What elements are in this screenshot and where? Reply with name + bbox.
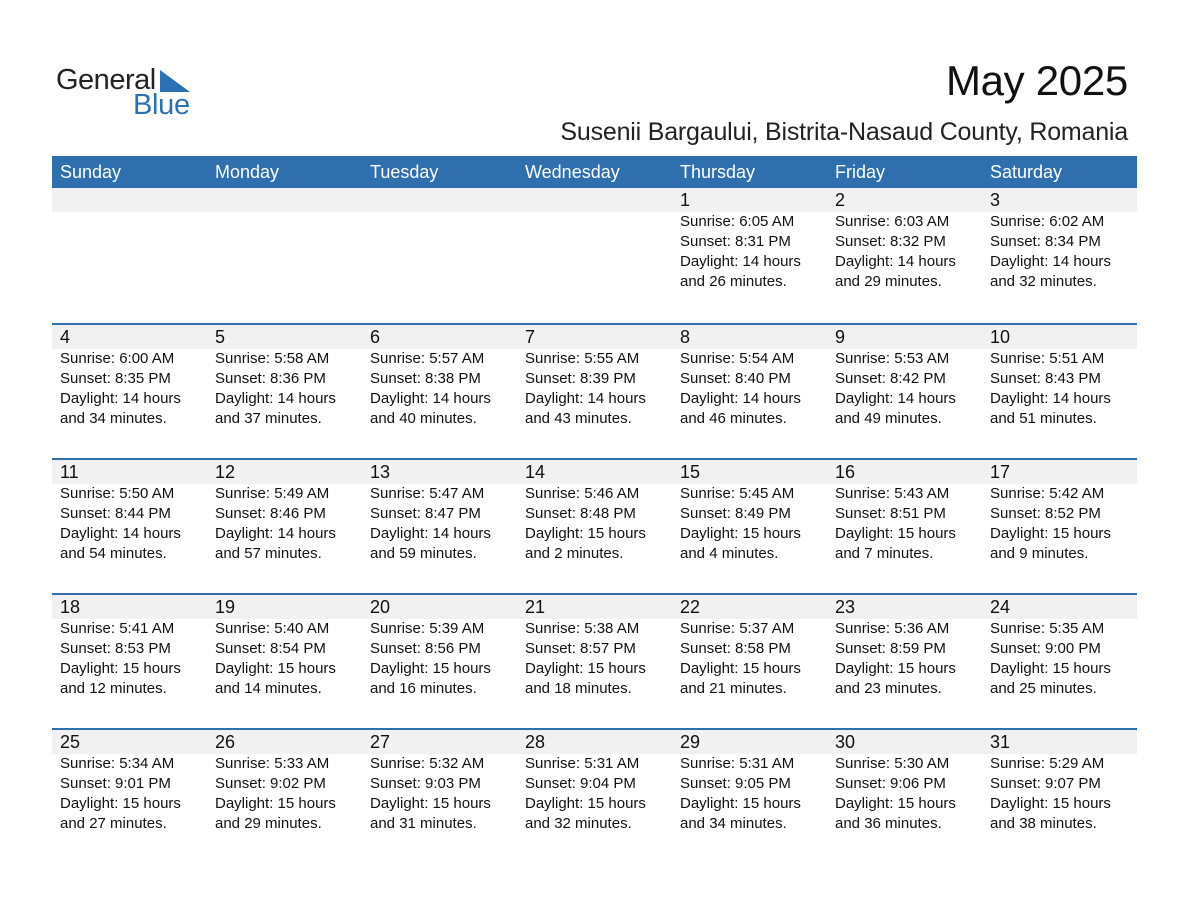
sunset-time: Sunset: 8:51 PM bbox=[835, 505, 946, 522]
daylight-hours: Daylight: 14 hours bbox=[525, 390, 646, 407]
sunrise-time: Sunrise: 5:57 AM bbox=[370, 350, 485, 367]
sunset-time: Sunset: 8:52 PM bbox=[990, 505, 1101, 522]
day-number: 26 bbox=[215, 732, 236, 752]
sunrise-time: Sunrise: 5:42 AM bbox=[990, 485, 1105, 502]
day-number: 29 bbox=[680, 732, 701, 752]
daylight-hours: Daylight: 14 hours bbox=[370, 525, 491, 542]
sunrise-time: Sunrise: 6:05 AM bbox=[680, 213, 795, 230]
day-cell bbox=[672, 188, 827, 323]
daylight-minutes: and 29 minutes. bbox=[215, 815, 322, 832]
day-cell bbox=[827, 325, 982, 458]
calendar-week bbox=[52, 458, 1137, 593]
day-number: 24 bbox=[990, 597, 1011, 617]
weekday-wednesday: Wednesday bbox=[525, 162, 620, 182]
daylight-hours: Daylight: 15 hours bbox=[215, 795, 336, 812]
sunset-time: Sunset: 8:42 PM bbox=[835, 370, 946, 387]
day-sun-info bbox=[60, 754, 207, 834]
day-cell bbox=[517, 460, 672, 593]
day-number: 21 bbox=[525, 597, 546, 617]
daylight-hours: Daylight: 15 hours bbox=[990, 525, 1111, 542]
daylight-hours: Daylight: 15 hours bbox=[680, 525, 801, 542]
day-number: 16 bbox=[835, 462, 856, 482]
sunset-time: Sunset: 9:03 PM bbox=[370, 775, 481, 792]
day-sun-info bbox=[370, 349, 517, 429]
sunrise-time: Sunrise: 5:32 AM bbox=[370, 755, 485, 772]
weekday-friday: Friday bbox=[835, 162, 886, 182]
daylight-minutes: and 21 minutes. bbox=[680, 680, 787, 697]
sunset-time: Sunset: 8:36 PM bbox=[215, 370, 326, 387]
empty-day-cell bbox=[362, 188, 517, 323]
day-sun-info bbox=[525, 484, 672, 564]
daylight-hours: Daylight: 15 hours bbox=[370, 795, 491, 812]
sunset-time: Sunset: 8:46 PM bbox=[215, 505, 326, 522]
sunset-time: Sunset: 8:43 PM bbox=[990, 370, 1101, 387]
page-title: May 2025 bbox=[945, 57, 1128, 104]
day-cell bbox=[52, 325, 207, 458]
sunrise-time: Sunrise: 5:46 AM bbox=[525, 485, 640, 502]
sunset-time: Sunset: 9:00 PM bbox=[990, 640, 1101, 657]
daylight-minutes: and 27 minutes. bbox=[60, 815, 167, 832]
daylight-minutes: and 23 minutes. bbox=[835, 680, 942, 697]
day-number: 2 bbox=[835, 190, 846, 210]
calendar-week bbox=[52, 593, 1137, 728]
day-sun-info bbox=[990, 212, 1137, 292]
daylight-hours: Daylight: 14 hours bbox=[990, 390, 1111, 407]
daylight-hours: Daylight: 14 hours bbox=[215, 525, 336, 542]
weekday-monday: Monday bbox=[215, 162, 280, 182]
sunrise-time: Sunrise: 5:36 AM bbox=[835, 620, 950, 637]
daylight-hours: Daylight: 14 hours bbox=[835, 253, 956, 270]
daylight-minutes: and 14 minutes. bbox=[215, 680, 322, 697]
day-cell bbox=[827, 730, 982, 863]
day-cell bbox=[982, 460, 1137, 593]
sunset-time: Sunset: 8:40 PM bbox=[680, 370, 791, 387]
day-sun-info bbox=[525, 349, 672, 429]
day-number: 6 bbox=[370, 327, 381, 347]
weekday-sunday: Sunday bbox=[60, 162, 122, 182]
day-sun-info bbox=[680, 212, 827, 292]
day-sun-info bbox=[370, 754, 517, 834]
sunrise-time: Sunrise: 5:47 AM bbox=[370, 485, 485, 502]
empty-day-cell bbox=[207, 188, 362, 323]
day-cell bbox=[517, 595, 672, 728]
daylight-minutes: and 59 minutes. bbox=[370, 545, 477, 562]
sunset-time: Sunset: 8:47 PM bbox=[370, 505, 481, 522]
location-subtitle: Susenii Bargaului, Bistrita-Nasaud County, Romania bbox=[560, 118, 1128, 146]
daylight-minutes: and 34 minutes. bbox=[60, 410, 167, 427]
logo-text-blue: Blue bbox=[133, 89, 190, 121]
calendar-week bbox=[52, 323, 1137, 458]
day-number: 31 bbox=[990, 732, 1011, 752]
sunset-time: Sunset: 9:05 PM bbox=[680, 775, 791, 792]
day-cell bbox=[362, 730, 517, 863]
day-sun-info bbox=[370, 484, 517, 564]
day-number: 8 bbox=[680, 327, 691, 347]
day-cell bbox=[672, 595, 827, 728]
day-sun-info bbox=[990, 484, 1137, 564]
day-number: 30 bbox=[835, 732, 856, 752]
day-sun-info bbox=[215, 349, 362, 429]
daylight-minutes: and 43 minutes. bbox=[525, 410, 632, 427]
daylight-hours: Daylight: 14 hours bbox=[680, 253, 801, 270]
day-number: 13 bbox=[370, 462, 391, 482]
day-cell bbox=[52, 460, 207, 593]
weekday-thursday: Thursday bbox=[680, 162, 756, 182]
daylight-hours: Daylight: 14 hours bbox=[370, 390, 491, 407]
day-number: 15 bbox=[680, 462, 701, 482]
day-cell bbox=[827, 188, 982, 323]
sunrise-time: Sunrise: 6:00 AM bbox=[60, 350, 175, 367]
daylight-minutes: and 49 minutes. bbox=[835, 410, 942, 427]
day-cell bbox=[52, 595, 207, 728]
sunrise-time: Sunrise: 5:49 AM bbox=[215, 485, 330, 502]
sunset-time: Sunset: 8:39 PM bbox=[525, 370, 636, 387]
day-cell bbox=[207, 325, 362, 458]
day-cell bbox=[982, 730, 1137, 863]
day-number: 10 bbox=[990, 327, 1011, 347]
daylight-hours: Daylight: 15 hours bbox=[60, 660, 181, 677]
daylight-hours: Daylight: 15 hours bbox=[990, 660, 1111, 677]
sunset-time: Sunset: 8:57 PM bbox=[525, 640, 636, 657]
day-cell bbox=[207, 595, 362, 728]
sunset-time: Sunset: 8:58 PM bbox=[680, 640, 791, 657]
sunrise-time: Sunrise: 5:54 AM bbox=[680, 350, 795, 367]
daylight-minutes: and 26 minutes. bbox=[680, 273, 787, 290]
day-number: 28 bbox=[525, 732, 546, 752]
day-number: 25 bbox=[60, 732, 81, 752]
day-sun-info bbox=[215, 754, 362, 834]
day-sun-info bbox=[215, 484, 362, 564]
sunrise-time: Sunrise: 5:30 AM bbox=[835, 755, 950, 772]
day-number: 22 bbox=[680, 597, 701, 617]
day-number: 11 bbox=[60, 462, 79, 482]
weekday-saturday: Saturday bbox=[990, 162, 1063, 182]
daylight-hours: Daylight: 15 hours bbox=[370, 660, 491, 677]
sunset-time: Sunset: 8:35 PM bbox=[60, 370, 171, 387]
sunset-time: Sunset: 9:02 PM bbox=[215, 775, 326, 792]
daylight-minutes: and 51 minutes. bbox=[990, 410, 1097, 427]
day-cell bbox=[827, 595, 982, 728]
daylight-minutes: and 31 minutes. bbox=[370, 815, 477, 832]
calendar-week bbox=[52, 728, 1137, 863]
day-cell bbox=[672, 460, 827, 593]
sunset-time: Sunset: 8:32 PM bbox=[835, 233, 946, 250]
sunrise-time: Sunrise: 5:43 AM bbox=[835, 485, 950, 502]
sunset-time: Sunset: 8:44 PM bbox=[60, 505, 171, 522]
daylight-hours: Daylight: 14 hours bbox=[835, 390, 956, 407]
sunrise-time: Sunrise: 5:31 AM bbox=[680, 755, 795, 772]
day-sun-info bbox=[525, 754, 672, 834]
daylight-hours: Daylight: 14 hours bbox=[680, 390, 801, 407]
day-number: 23 bbox=[835, 597, 856, 617]
daylight-hours: Daylight: 14 hours bbox=[60, 525, 181, 542]
daylight-minutes: and 32 minutes. bbox=[990, 273, 1097, 290]
weekday-header bbox=[52, 156, 1137, 188]
day-cell bbox=[672, 325, 827, 458]
day-sun-info bbox=[680, 619, 827, 699]
sunrise-time: Sunrise: 5:33 AM bbox=[215, 755, 330, 772]
day-number: 18 bbox=[60, 597, 81, 617]
logo bbox=[56, 64, 206, 120]
sunrise-time: Sunrise: 5:34 AM bbox=[60, 755, 175, 772]
day-sun-info bbox=[60, 349, 207, 429]
day-number: 20 bbox=[370, 597, 391, 617]
daylight-minutes: and 37 minutes. bbox=[215, 410, 322, 427]
sunrise-time: Sunrise: 5:29 AM bbox=[990, 755, 1105, 772]
sunset-time: Sunset: 8:48 PM bbox=[525, 505, 636, 522]
sunrise-time: Sunrise: 5:41 AM bbox=[60, 620, 175, 637]
daylight-hours: Daylight: 15 hours bbox=[60, 795, 181, 812]
sunrise-time: Sunrise: 5:38 AM bbox=[525, 620, 640, 637]
day-number: 3 bbox=[990, 190, 1001, 210]
day-cell bbox=[207, 730, 362, 863]
day-number: 27 bbox=[370, 732, 391, 752]
day-number: 19 bbox=[215, 597, 236, 617]
day-cell bbox=[517, 730, 672, 863]
daylight-hours: Daylight: 15 hours bbox=[835, 525, 956, 542]
daylight-minutes: and 38 minutes. bbox=[990, 815, 1097, 832]
sunset-time: Sunset: 9:06 PM bbox=[835, 775, 946, 792]
day-sun-info bbox=[680, 754, 827, 834]
calendar-grid bbox=[52, 156, 1137, 863]
day-sun-info bbox=[835, 349, 982, 429]
day-cell bbox=[982, 595, 1137, 728]
daylight-hours: Daylight: 15 hours bbox=[835, 795, 956, 812]
day-sun-info bbox=[990, 349, 1137, 429]
day-cell bbox=[207, 460, 362, 593]
sunset-time: Sunset: 9:04 PM bbox=[525, 775, 636, 792]
daylight-minutes: and 25 minutes. bbox=[990, 680, 1097, 697]
day-number: 5 bbox=[215, 327, 226, 347]
day-number: 9 bbox=[835, 327, 846, 347]
day-number: 12 bbox=[215, 462, 236, 482]
day-sun-info bbox=[835, 484, 982, 564]
daylight-minutes: and 4 minutes. bbox=[680, 545, 779, 562]
day-cell bbox=[517, 325, 672, 458]
day-cell bbox=[827, 460, 982, 593]
daylight-hours: Daylight: 14 hours bbox=[215, 390, 336, 407]
sunset-time: Sunset: 8:34 PM bbox=[990, 233, 1101, 250]
daylight-minutes: and 9 minutes. bbox=[990, 545, 1089, 562]
day-sun-info bbox=[990, 619, 1137, 699]
day-number: 4 bbox=[60, 327, 71, 347]
daylight-hours: Daylight: 14 hours bbox=[990, 253, 1111, 270]
sunset-time: Sunset: 8:53 PM bbox=[60, 640, 171, 657]
daylight-minutes: and 46 minutes. bbox=[680, 410, 787, 427]
daylight-hours: Daylight: 15 hours bbox=[835, 660, 956, 677]
sunrise-time: Sunrise: 5:40 AM bbox=[215, 620, 330, 637]
day-cell bbox=[52, 730, 207, 863]
daylight-minutes: and 32 minutes. bbox=[525, 815, 632, 832]
day-number: 17 bbox=[990, 462, 1011, 482]
calendar-weeks bbox=[52, 188, 1137, 863]
sunset-time: Sunset: 8:31 PM bbox=[680, 233, 791, 250]
sunset-time: Sunset: 8:56 PM bbox=[370, 640, 481, 657]
daylight-minutes: and 34 minutes. bbox=[680, 815, 787, 832]
sunrise-time: Sunrise: 6:03 AM bbox=[835, 213, 950, 230]
day-cell bbox=[672, 730, 827, 863]
sunset-time: Sunset: 8:38 PM bbox=[370, 370, 481, 387]
daylight-minutes: and 40 minutes. bbox=[370, 410, 477, 427]
day-cell bbox=[362, 460, 517, 593]
day-sun-info bbox=[370, 619, 517, 699]
daylight-minutes: and 57 minutes. bbox=[215, 545, 322, 562]
day-cell bbox=[982, 188, 1137, 323]
sunset-time: Sunset: 9:07 PM bbox=[990, 775, 1101, 792]
sunrise-time: Sunrise: 5:35 AM bbox=[990, 620, 1105, 637]
sunset-time: Sunset: 9:01 PM bbox=[60, 775, 171, 792]
day-sun-info bbox=[835, 619, 982, 699]
daylight-hours: Daylight: 15 hours bbox=[990, 795, 1111, 812]
sunrise-time: Sunrise: 6:02 AM bbox=[990, 213, 1105, 230]
daylight-minutes: and 12 minutes. bbox=[60, 680, 167, 697]
sunrise-time: Sunrise: 5:37 AM bbox=[680, 620, 795, 637]
sunrise-time: Sunrise: 5:51 AM bbox=[990, 350, 1105, 367]
day-cell bbox=[362, 325, 517, 458]
sunrise-time: Sunrise: 5:53 AM bbox=[835, 350, 950, 367]
daylight-hours: Daylight: 15 hours bbox=[525, 795, 646, 812]
calendar-week bbox=[52, 188, 1137, 323]
sunrise-time: Sunrise: 5:45 AM bbox=[680, 485, 795, 502]
daylight-minutes: and 54 minutes. bbox=[60, 545, 167, 562]
empty-day-cell bbox=[517, 188, 672, 323]
day-number: 7 bbox=[525, 327, 536, 347]
day-sun-info bbox=[990, 754, 1137, 834]
day-number: 14 bbox=[525, 462, 546, 482]
day-sun-info bbox=[835, 212, 982, 292]
day-sun-info bbox=[215, 619, 362, 699]
sunrise-time: Sunrise: 5:55 AM bbox=[525, 350, 640, 367]
daylight-hours: Daylight: 15 hours bbox=[525, 525, 646, 542]
daylight-minutes: and 7 minutes. bbox=[835, 545, 934, 562]
daylight-minutes: and 29 minutes. bbox=[835, 273, 942, 290]
daylight-minutes: and 16 minutes. bbox=[370, 680, 477, 697]
day-sun-info bbox=[60, 619, 207, 699]
sunrise-time: Sunrise: 5:58 AM bbox=[215, 350, 330, 367]
day-number: 1 bbox=[680, 190, 691, 210]
day-cell bbox=[362, 595, 517, 728]
sunset-time: Sunset: 8:54 PM bbox=[215, 640, 326, 657]
empty-day-cell bbox=[52, 188, 207, 323]
daylight-hours: Daylight: 14 hours bbox=[60, 390, 181, 407]
sunset-time: Sunset: 8:59 PM bbox=[835, 640, 946, 657]
daylight-hours: Daylight: 15 hours bbox=[680, 660, 801, 677]
day-sun-info bbox=[525, 619, 672, 699]
daylight-minutes: and 18 minutes. bbox=[525, 680, 632, 697]
day-cell bbox=[982, 325, 1137, 458]
weekday-tuesday: Tuesday bbox=[370, 162, 439, 182]
logo-text-general: General bbox=[56, 64, 156, 96]
day-sun-info bbox=[60, 484, 207, 564]
sunrise-time: Sunrise: 5:39 AM bbox=[370, 620, 485, 637]
sunset-time: Sunset: 8:49 PM bbox=[680, 505, 791, 522]
daylight-hours: Daylight: 15 hours bbox=[525, 660, 646, 677]
day-sun-info bbox=[680, 484, 827, 564]
day-sun-info bbox=[680, 349, 827, 429]
daylight-minutes: and 36 minutes. bbox=[835, 815, 942, 832]
daylight-hours: Daylight: 15 hours bbox=[680, 795, 801, 812]
sunrise-time: Sunrise: 5:50 AM bbox=[60, 485, 175, 502]
day-sun-info bbox=[835, 754, 982, 834]
sunrise-time: Sunrise: 5:31 AM bbox=[525, 755, 640, 772]
daylight-hours: Daylight: 15 hours bbox=[215, 660, 336, 677]
daylight-minutes: and 2 minutes. bbox=[525, 545, 624, 562]
